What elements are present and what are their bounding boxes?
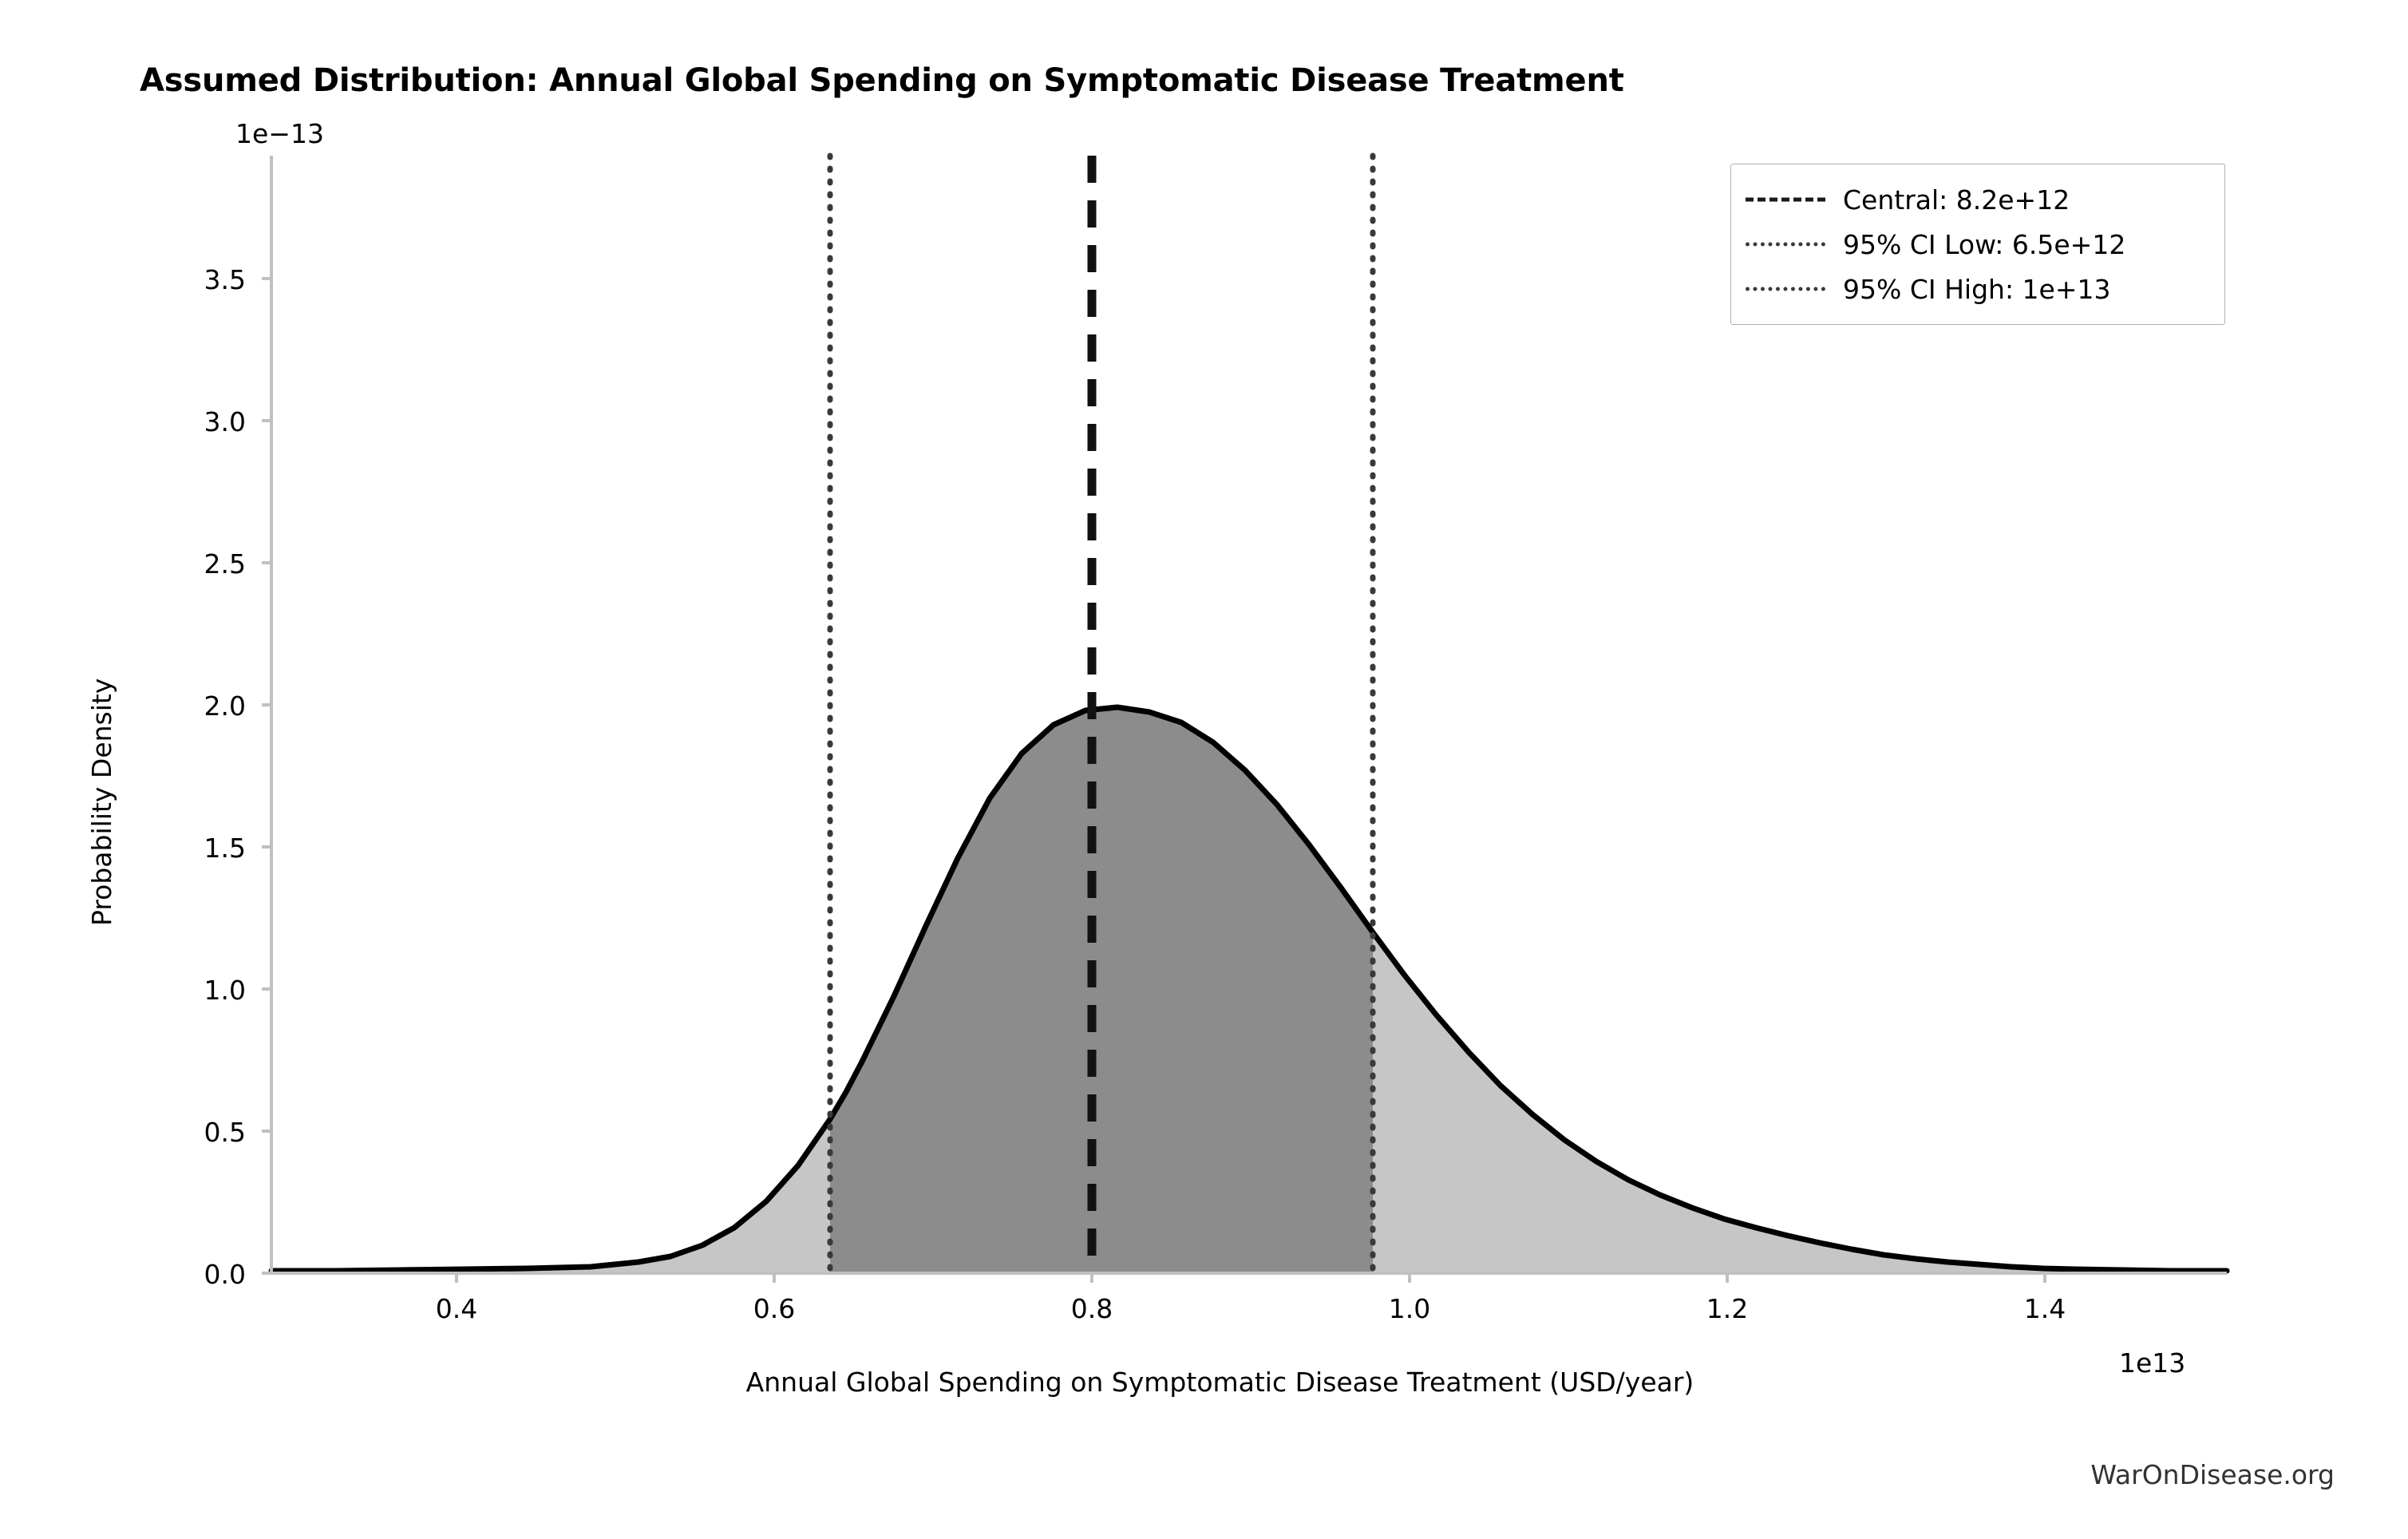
x-tick-label: 1.0 bbox=[1388, 1293, 1431, 1324]
y-tick-label: 0.0 bbox=[204, 1259, 246, 1290]
chart-legend bbox=[1730, 164, 2225, 325]
distribution-ci-fill bbox=[830, 707, 1373, 1273]
x-tick-label: 1.4 bbox=[2023, 1293, 2066, 1324]
y-tick-label: 1.5 bbox=[204, 833, 246, 864]
legend-label: 95% CI High: 1e+13 bbox=[1843, 273, 2111, 305]
x-axis-exponent-label: 1e13 bbox=[2119, 1347, 2186, 1379]
x-tick-label: 1.2 bbox=[1706, 1293, 1749, 1324]
y-tick-label: 0.5 bbox=[204, 1117, 246, 1148]
x-axis-title: Annual Global Spending on Symptomatic Disease Treatment (USD/year) bbox=[745, 1367, 1694, 1398]
y-tick-label: 2.0 bbox=[204, 690, 246, 722]
legend-label: 95% CI Low: 6.5e+12 bbox=[1843, 228, 2126, 260]
y-axis-exponent-label: 1e−13 bbox=[235, 118, 324, 149]
x-tick-label: 0.8 bbox=[1070, 1293, 1113, 1324]
legend-item-ci-high bbox=[1746, 267, 2210, 311]
legend-label: Central: 8.2e+12 bbox=[1843, 184, 2070, 216]
dotted-line-icon bbox=[1746, 277, 1825, 301]
legend-item-central bbox=[1746, 177, 2210, 222]
legend-item-ci-low bbox=[1746, 222, 2210, 267]
watermark-text: WarOnDisease.org bbox=[2090, 1459, 2335, 1490]
chart-title: Assumed Distribution: Annual Global Spending on Symptomatic Disease Treatment bbox=[140, 62, 1624, 99]
y-tick-label: 2.5 bbox=[204, 548, 246, 580]
dotted-line-icon bbox=[1746, 232, 1825, 256]
y-tick-label: 1.0 bbox=[204, 975, 246, 1006]
y-axis-title: Probability Density bbox=[86, 678, 117, 926]
y-tick-label: 3.0 bbox=[204, 406, 246, 437]
x-tick-label: 0.4 bbox=[435, 1293, 478, 1324]
x-tick-label: 0.6 bbox=[753, 1293, 796, 1324]
y-tick-label: 3.5 bbox=[204, 264, 246, 295]
dashed-line-icon bbox=[1746, 188, 1825, 212]
